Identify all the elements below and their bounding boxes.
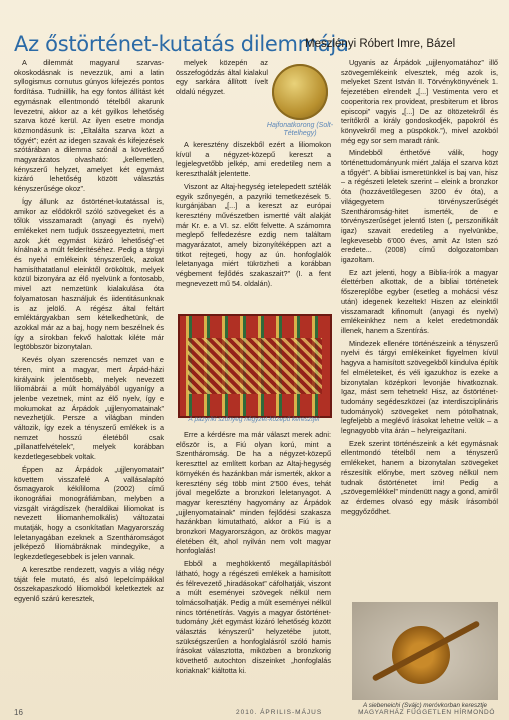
paragraph: Éppen az Árpádok „ujjlenyomatait” követtem visszafelé A vallásalapító ősmagyarok kékíliloma (2002) című ikonográfiai monográfiámban, melyben a vizsgált virágdíszek (heraldikai liliomokat is nevezett liliomanhemolkális) változatai mutatják, hogy a csonkítatlan Magyarország leletanyagában ezeknek a Szentháromságot jelképező liliomábráknak mindegyike, a legkezdetlegesebbek is jelen vannak. <box>14 464 164 562</box>
paragraph: Erre a kérdésre ma már választ merek adni: először is, a Fiú olyan korú, mint a Szentháromság. De ha a négyzet-közepű kereszttel az említett korban az Altaj-hegység környékén és hazánkban már ismerték, akkor a keresztény ség több mint 2'500 éves, tehát jóval megelőzte a bronzkori leletanyagot. A magyar keresztény hagyomány az Árpádok „ujjlenyomatainak” minden fejlődési szakasza hazánkban kimutatható, akkor a Fiú is a bronzkori Magyarországon, az örökös magyar életében élt, ahol nyilván nem volt magyar honfoglalás! <box>176 430 331 556</box>
column-2-bottom <box>176 430 331 679</box>
paragraph: Mindebből érthetővé válik, hogy történettudományunk miért „talája el szarva közt a tőgyét”. A bibliai ismeretünkkel is baj van, hisz – a régészeti leletek szerint – eleink a bronzkor óta (hozzávetőlegesen 3200 év óta), a világegyetem törvényszerűségét Szentháromság-hitet ismerték, de e törvényszerűséget jelentő Isten („ perszonifikált igaz) szavait eredetileg a nyelvünkbe, legkevesebb 6'000 éves, amit Az Isten szó eredete... (2008) című dolgozatomban igazoltam. <box>341 148 498 265</box>
embroidery-caption: A pazyriki szőnyeg négyzet-közepű keresztjei <box>188 416 320 423</box>
paragraph: Viszont az Altaj-hegység ietelepedett sztélák egyik szőnyegén, a pazyriki temetkezések 5. kurgánjában „[...] a kereszt az európai keresztény művészetben ismertté vált alakját már Kr. e. a VI. sz. előtt felvette. A számomra meglepő felfedezésre ezdig nem találtam magyarázatot, amely bizonyítéképpen azt a titkot rejtegeti, hogy az ún. honfoglalók leletanyaga miért tükrözheti a korábban végbement fejlődés szakaszait?” (I. a fent megnevezett mű 54. oldalán). <box>176 181 331 288</box>
paragraph: melyek közepén az összefogódzás által kialakul egy sarkára állított ívelt oldalú négyzet. <box>176 58 268 97</box>
paragraph: Ezek szerint történészeink a két egymásnak ellentmondó tételből nem a tényszerű emlékeket, hanem a bizonytalan szövegeket részesítik előnybe, mert szöveg nélkül nem tudnak őstörténetet írni! Pedig a „szövegemlékkel” mindenütt nagy a gond, amiről az érdemes olvasó egy másik írásomból meggyőződhet. <box>341 438 498 516</box>
paragraph: Így állunk az őstörténet-kutatással is, amikor az elődökről szóló szövegeket és a tőlük visszamaradt (anyagi és nyelvi) emlékeket nem tudjuk összeegyeztetni, mert azok „két egymást kizáró lehetőség”-et kínálnak a múlt felderítéséhez. Pedig a tárgyi és nyelvi emlékeink tényszerűek, azokat hamisíthatatlanul eleinktől örököltük, melyek közül bizonyára az élő nyelvünk a fontosabb, mivel azt nemzetünk kialakulása óta folyamatosan használjuk és iidentitásunknak is az jelölő. A régész által feltárt emléktárgyakban sem kételkedhetünk, de azokkal már az a baj, hogy nem beszélnek és így a sírokban fekvő halottak kiléte már legtöbbször bizonytalan. <box>14 196 164 352</box>
magazine-name: MAGYARHÁZ FÜGGETLEN HÍRMONDÓ <box>358 709 495 716</box>
page-footer <box>0 706 509 720</box>
fibula-photo <box>352 602 498 700</box>
column-1 <box>14 58 164 607</box>
fibula-caption: A siebeneichi (Svájc) meróvkorban keresztje <box>362 702 487 709</box>
paragraph: A keresztbe rendezett, vagyis a világ négy táját fele mutató, és alsó lepelcímpáikkal összekapaszkodó liliomokból keletkeztek az egyenlő szárú keresztek, <box>14 564 164 603</box>
article-title: Az őstörténet-kutatás dilemmája <box>14 32 349 56</box>
column-3 <box>341 58 498 519</box>
paragraph: Ebből a meghökkentő megállapításból látható, hogy a régészeti emlékek a hamisított és félrevezető „hiradásokat” cáfolhatják, viszont a múlt eseményei szövegek nélkül nem tolmácsolhatják. Pedig a múlt eseményei nélkül nincs történetírás. Vagyis a magyar őstörténet-tudomány „két egymást kizáró lehetőség között választás kényszerű” helyzetébe jutott, szükségszerűen a honfoglalásról szóló hamis írásokat választotta, miközben a bronzkorig követhető autochton díszeinket „honfoglalás koriaknak” kiáltotta ki. <box>176 559 331 675</box>
paragraph: A keresztény díszekből ezért a liliomokon kívül a négyzet-közepű kereszt a legjelegvetőbb jelkép, ami eredetileg nem a kereszthalált jelentette. <box>176 140 331 179</box>
paragraph: Mindezek ellenére történészeink a tényszerű nyelvi és tárgyi emlékeinket figyelmen kívül hagyva a hamisított szövegekből kiindulva építik fel elméleteiket, és véli igazukhoz is ezeke a bizonytalan középkori levonjáe hivatkoznak. Igaz, mást sem tehetnek! Hisz, az őstörténet-tudomány segédeszközei (az interdiszciplináris tudományok) szövegeket nem pótolhatnak, legfeljebb a meglévő írásokat lehetne velük – a legnagyobb víta árán – helyreigazítani. <box>341 338 498 436</box>
column-2 <box>176 58 268 100</box>
paragraph: A dilemmát magyarul szarvas-okoskodásnak is nevezzük, ami a latin syllogismus cornutus gúnyos kifejezés pontos fordítása. Tudniillik, ha egy fontos állítást két egymásnak ellentmondó tételből akarunk levezetni, akkor az a két gyilkos lehetőség szarva közé kerül. Az ilyen esetre mondja közmondásunk is: „Eltalálta szarva közt a tőgyét”; ezért az idegen szavak és kifejezések szótárában a dilemma szónál a következő magyarázatos olvasható: „kellemetlen, kényszerű helyzet, amelyet két egymást kizáró lehetőség között választás kényszerűsége okoz”. <box>14 58 164 194</box>
column-2-lower <box>176 140 331 292</box>
embroidery-photo <box>178 314 332 418</box>
paragraph: Ez azt jelenti, hogy a Biblia-írók a magyar élettérben alkottak, de a bibliai történetek főszereplőbe egyber (esetleg a mohácsi vész után) idegenek kezeltek! Hiszen az eleinktől visszamaradt kifinomult (anyagi és nyelvi) emlékeinkhez nem a kelet eredetmondák illenek, hanem a Szentírás. <box>341 267 498 335</box>
page-number: 16 <box>14 708 23 717</box>
coin-caption: Hajfonatkorong (Solt-Tételhegy) <box>266 122 334 137</box>
hair-disc-photo <box>272 64 328 120</box>
paragraph: Kevés olyan szerencsés nemzet van e téren, mint a magyar, mert Árpád-házi királyaink jelentősebb, melyek nevezett liliomábrái a múlt homályából ugyanígy a jelenbe vezetnek, mint az élő nyelv, így e mokumokat az Árpádok „ujjlenyomatainak” nevezhetjük. Persze a világban minden változik, így ezek a tényszerű emlékek is a nemzet hosszú életéből csak „pillanatfelvételek”, melyek korábban kezdetlegesebbek voltak. <box>14 355 164 462</box>
author-byline: Meszlényi Róbert Imre, Bázel <box>305 38 456 50</box>
paragraph: Ugyanis az Árpádok „ujjlenyomatához” illő szövegemlékeink elvesztek, még azok is, melyeket Szent István II. Törvénykönyvének 1. fejezetében elrendelt „[...] Vestimenta vero et cooperitoria rex provideat, presbiterum et libros episcopi” vagyis „[...] De az öltözetekről és terítőkről a király gondoskodjék, papokról és könyvekről meg a püspökök.”), mivel azokból még egy sor sem maradt ránk. <box>341 58 498 145</box>
issue-date: 2010. ÁPRILIS-MÁJUS <box>236 709 323 716</box>
